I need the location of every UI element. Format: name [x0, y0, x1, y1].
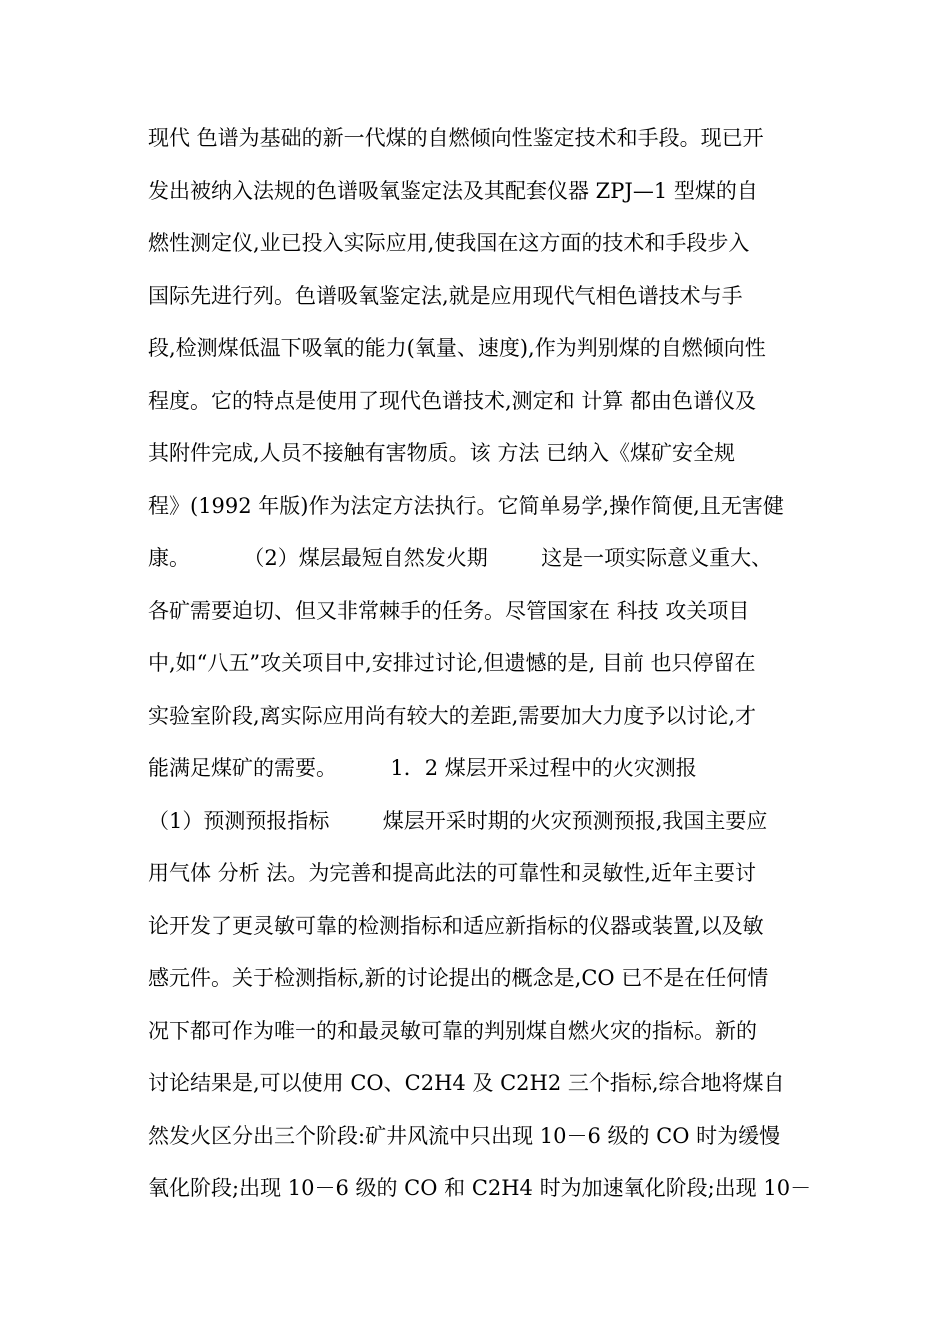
- body-text: [148, 116, 812, 1219]
- text-line: 现代 色谱为基础的新一代煤的自燃倾向性鉴定技术和手段。现已开: [148, 126, 764, 150]
- text-line: 讨论结果是,可以使用 CO、C2H4 及 C2H2 三个指标,综合地将煤自: [148, 1071, 785, 1095]
- text-line: 燃性测定仪,业已投入实际应用,使我国在这方面的技术和手段步入: [148, 231, 750, 255]
- text-line: 中,如“八五”攻关项目中,安排过讨论,但遗憾的是, 目前 也只停留在: [148, 651, 756, 675]
- text-line: 用气体 分析 法。为完善和提高此法的可靠性和灵敏性,近年主要讨: [148, 861, 757, 885]
- text-line: 感元件。关于检测指标,新的讨论提出的概念是,CO 已不是在任何情: [148, 966, 769, 990]
- text-line: 其附件完成,人员不接触有害物质。该 方法 已纳入《煤矿安全规: [148, 441, 736, 465]
- text-line: 段,检测煤低温下吸氧的能力(氧量、速度),作为判别煤的自燃倾向性: [148, 336, 766, 360]
- text-line: 况下都可作为唯一的和最灵敏可靠的判别煤自燃火灾的指标。新的: [148, 1018, 757, 1043]
- text-line: 能满足煤矿的需要。 1．2 煤层开采过程中的火灾测报: [148, 756, 697, 780]
- text-line: 国际先进行列。色谱吸氧鉴定法,就是应用现代气相色谱技术与手: [148, 283, 743, 308]
- text-line: 发出被纳入法规的色谱吸氧鉴定法及其配套仪器 ZPJ—1 型煤的自: [148, 178, 758, 203]
- text-line: 程》(1992 年版)作为法定方法执行。它简单易学,操作简便,且无害健: [148, 493, 784, 518]
- text-line: 然发火区分出三个阶段:矿井风流中只出现 10－6 级的 CO 时为缓慢: [148, 1123, 781, 1148]
- text-line: 康。 （2）煤层最短自然发火期 这是一项实际意义重大、: [148, 546, 773, 570]
- text-line: 实验室阶段,离实际应用尚有较大的差距,需要加大力度予以讨论,才: [148, 703, 757, 728]
- text-line: 氧化阶段;出现 10－6 级的 CO 和 C2H4 时为加速氧化阶段;出现 10－: [148, 1176, 812, 1200]
- text-line: 论开发了更灵敏可靠的检测指标和适应新指标的仪器或装置,以及敏: [148, 913, 764, 938]
- text-line: 程度。它的特点是使用了现代色谱技术,测定和 计算 都由色谱仪及: [148, 388, 757, 413]
- text-line: （1）预测预报指标 煤层开采时期的火灾预测预报,我国主要应: [148, 808, 768, 833]
- text-line: 各矿需要迫切、但又非常棘手的任务。尽管国家在 科技 攻关项目: [148, 598, 750, 623]
